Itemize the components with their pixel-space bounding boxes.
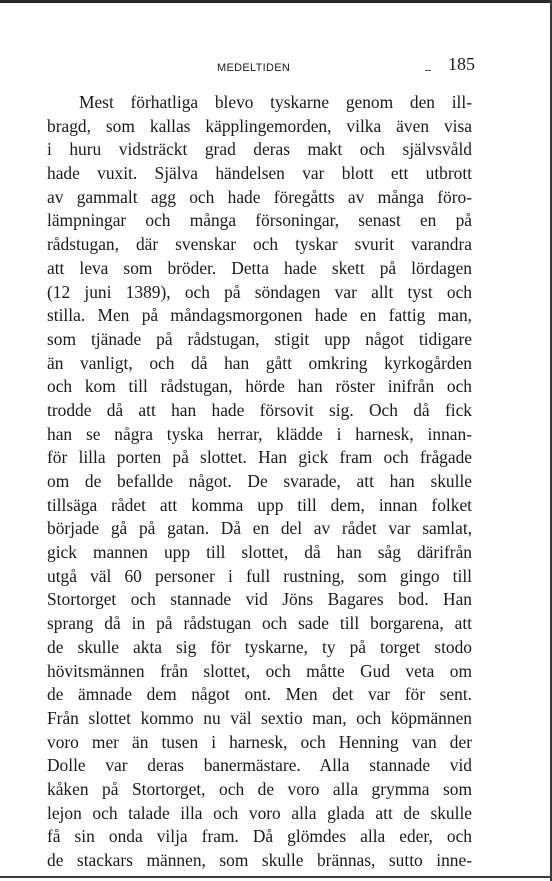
text-line: sprang då in på rådstugan och sade till borgarena, att (47, 613, 472, 634)
text-line: om de befallde något. De svarade, att han skulle (47, 471, 472, 491)
text-line: för lilla porten på slottet. Han gick fram och frågade (47, 447, 472, 468)
text-line: voro mer än tusen i harnesk, och Henning van der (47, 731, 472, 752)
text-line: kåken på Stortorget, och de voro alla grymma som (47, 778, 472, 799)
text-line: få sin onda vilja fram. Då glömdes alla eder, och (47, 826, 472, 847)
bottom-edge-rule (0, 876, 552, 878)
text-line: lämpningar och många försoningar, senast en på (47, 210, 472, 231)
text-line: Från slottet kommo nu väl sextio man, och köpmännen (47, 707, 472, 728)
text-line: utgå väl 60 personer i full rustning, som gingo till (47, 565, 472, 586)
text-line: än vanligt, och då han gått omkring kyrkogården (47, 352, 472, 373)
text-line: hövitsmännen från slottet, och måtte Gud veta om (47, 660, 472, 681)
page-number: 185 (448, 54, 475, 74)
text-line: och kom till rådstugan, hörde han röster inifrån och (47, 376, 472, 397)
text-line: trodde då att han hade försovit sig. Och då fick (47, 399, 472, 420)
text-line: (12 juni 1389), och på söndagen var allt tyst och (47, 281, 472, 302)
text-line: gick mannen upp till slottet, då han såg därifrån (47, 542, 472, 563)
text-line: som tjänade på rådstugan, stigit upp något tidigare (47, 328, 472, 349)
text-line: de skulle akta sig för tyskarne, ty på torget stodo (47, 636, 472, 657)
text-line: Stortorget och stannade vid Jöns Bagares bod. Han (47, 589, 472, 610)
text-line: de ämnade dem något ont. Men det var för sent. (47, 684, 472, 705)
header-dash (425, 70, 431, 71)
text-line: stilla. Men på måndagsmorgonen hade en fattig man, (47, 305, 472, 326)
running-head: MEDELTIDEN (217, 62, 291, 74)
body-text (47, 91, 472, 873)
text-line: hade vuxit. Själva händelsen var blott ett utbrott (47, 163, 472, 184)
text-line: lejon och talade illa och voro alla glada att de skulle (47, 802, 472, 823)
text-line: i huru vidsträckt grad deras makt och självsvåld (47, 139, 472, 160)
text-line: att leva som bröder. Detta hade skett på lördagen (47, 257, 472, 278)
text-line: rådstugan, där svenskar och tyskar svurit varandra (47, 234, 472, 255)
top-edge-rule (0, 0, 552, 3)
text-line: tillsäga rådet att komma upp till dem, innan folket (47, 494, 472, 515)
text-line: Mest förhatliga blevo tyskarne genom den ill- (79, 92, 472, 112)
text-line: de stackars männen, som skulle brännas, sutto inne- (47, 850, 472, 870)
text-line: Dolle var deras banermästare. Alla stannade vid (47, 755, 472, 776)
text-line: han se några tyska herrar, klädde i harnesk, innan- (47, 423, 472, 444)
text-line: av gammalt agg och hade föregåtts av många föro- (47, 186, 472, 207)
text-line: bragd, som kallas käpplingemorden, vilka även visa (47, 115, 472, 136)
text-line: började gå på gatan. Då en del av rådet var samlat, (47, 518, 472, 539)
